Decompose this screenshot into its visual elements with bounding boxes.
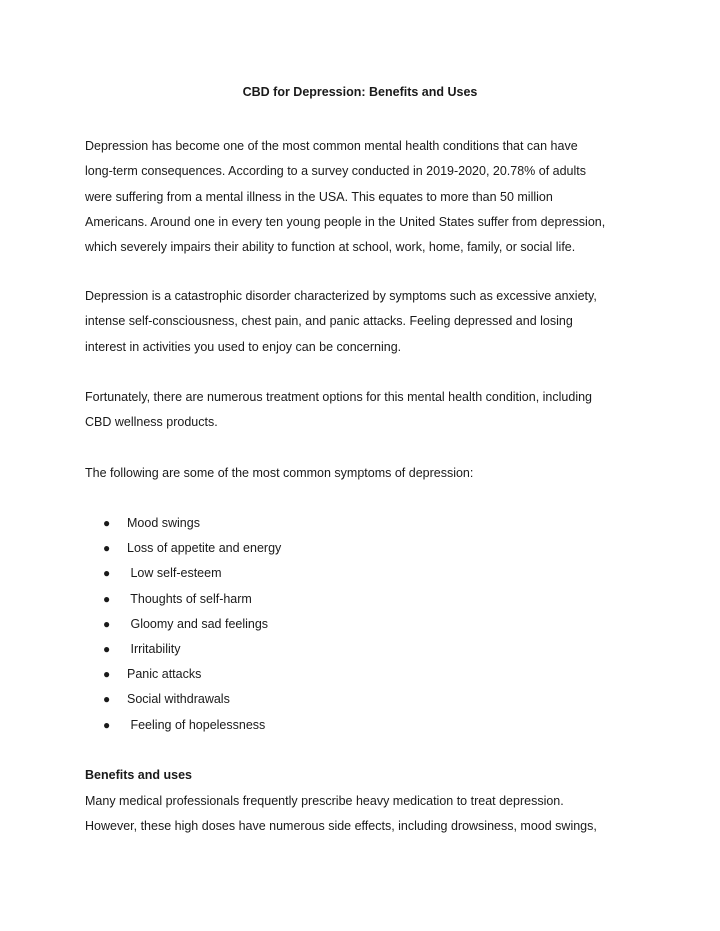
document-title: CBD for Depression: Benefits and Uses bbox=[242, 85, 478, 99]
paragraph-line: interest in activities you used to enjoy can be concerning. bbox=[85, 339, 402, 354]
paragraph-line: Americans. Around one in every ten young people in the United States suffer from depression, bbox=[85, 214, 606, 229]
paragraph-line: Fortunately, there are numerous treatment options for this mental health condition, including bbox=[85, 390, 592, 404]
bullet-icon: ● bbox=[103, 717, 111, 732]
list-item-text: Social withdrawals bbox=[127, 692, 230, 707]
bullet-icon: ● bbox=[103, 667, 111, 682]
bullet-icon: ● bbox=[103, 516, 111, 530]
paragraph-line: Many medical professionals frequently prescribe heavy medication to treat depression. bbox=[85, 794, 564, 808]
paragraph-line: intense self-consciousness, chest pain, and panic attacks. Feeling depressed and losing bbox=[85, 314, 573, 329]
bullet-icon: ● bbox=[103, 641, 111, 656]
list-item-text: Irritability bbox=[127, 641, 181, 656]
treatment-paragraph bbox=[85, 389, 645, 440]
list-item-text: Thoughts of self-harm bbox=[127, 591, 252, 606]
symptoms-description-paragraph bbox=[85, 288, 645, 364]
bullet-icon: ● bbox=[103, 692, 111, 707]
paragraph-line: were suffering from a mental illness in the USA. This equates to more than 50 million bbox=[85, 189, 553, 204]
paragraph-line: The following are some of the most common symptoms of depression: bbox=[85, 466, 474, 480]
paragraph-line: CBD wellness products. bbox=[85, 415, 218, 430]
list-item-text: Panic attacks bbox=[127, 667, 202, 682]
paragraph-line: However, these high doses have numerous side effects, including drowsiness, mood swings, bbox=[85, 819, 597, 834]
paragraph-line: which severely impairs their ability to function at school, work, home, family, or social life. bbox=[85, 240, 576, 255]
intro-paragraph bbox=[85, 138, 645, 264]
paragraph-line: Depression is a catastrophic disorder characterized by symptoms such as excessive anxiety, bbox=[85, 289, 597, 303]
list-item-text: Loss of appetite and energy bbox=[127, 541, 282, 556]
benefits-paragraph bbox=[85, 793, 645, 844]
paragraph-line: long-term consequences. According to a survey conducted in 2019-2020, 20.78% of adults bbox=[85, 164, 587, 179]
symptoms-intro-paragraph bbox=[85, 465, 645, 490]
bullet-icon: ● bbox=[103, 616, 111, 631]
section-heading: Benefits and uses bbox=[85, 768, 192, 782]
list-item-text: Feeling of hopelessness bbox=[127, 717, 266, 732]
bullet-icon: ● bbox=[103, 566, 111, 581]
list-item-text: Mood swings bbox=[127, 516, 200, 530]
bullet-icon: ● bbox=[103, 541, 111, 556]
paragraph-line: Depression has become one of the most common mental health conditions that can have bbox=[85, 139, 578, 153]
list-item-text: Low self-esteem bbox=[127, 566, 222, 581]
list-item-text: Gloomy and sad feelings bbox=[127, 616, 269, 631]
bullet-icon: ● bbox=[103, 591, 111, 606]
